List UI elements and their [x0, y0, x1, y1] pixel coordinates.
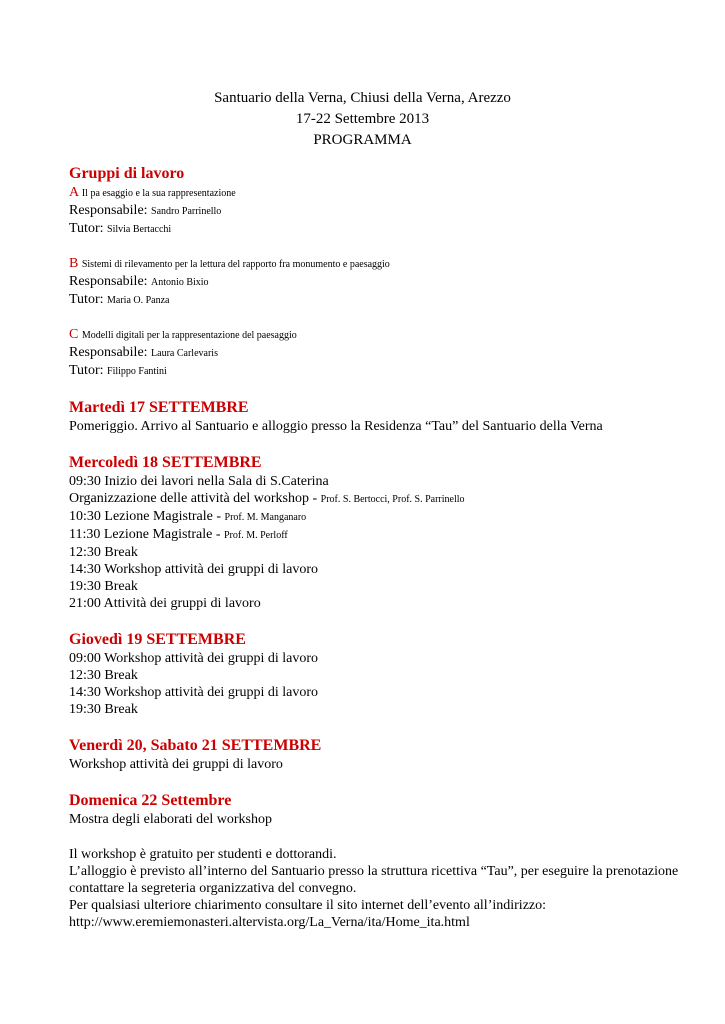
- program-title: PROGRAMMA: [313, 132, 412, 148]
- group-resp: Antonio Bixio: [151, 277, 209, 288]
- schedule-item: Mostra degli elaborati del workshop: [69, 812, 272, 827]
- day-thursday: [69, 630, 689, 718]
- day-heading: Venerdì 20, Sabato 21 SETTEMBRE: [69, 737, 322, 754]
- tutor-label: Tutor:: [69, 363, 104, 378]
- day-wednesday: [69, 453, 689, 612]
- group-letter: C: [69, 327, 79, 342]
- venue-line: Santuario della Verna, Chiusi della Verna, Arezzo: [214, 90, 511, 106]
- schedule-item: 10:30 Lezione Magistrale - Prof. M. Manganaro: [69, 509, 307, 524]
- day-tuesday: [69, 398, 689, 435]
- group-letter: A: [69, 185, 79, 200]
- group-tutor: Silvia Bertacchi: [107, 224, 172, 235]
- schedule-item: 09:00 Workshop attività dei gruppi di lavoro: [69, 651, 319, 666]
- group-resp: Laura Carlevaris: [151, 348, 218, 359]
- note-text: Il workshop è gratuito per studenti e dottorandi.: [69, 847, 337, 862]
- group-name: Modelli digitali per la rappresentazione del paesaggio: [81, 330, 297, 341]
- day-heading: Martedì 17 SETTEMBRE: [69, 399, 249, 416]
- schedule-item: 19:30 Break: [69, 702, 138, 717]
- event-url-link[interactable]: http://www.eremiemonasteri.altervista.org/La_Verna/ita/Home_ita.html: [69, 915, 470, 930]
- group-tutor: Filippo Fantini: [107, 366, 167, 377]
- day-heading: Giovedì 19 SETTEMBRE: [69, 631, 246, 648]
- schedule-item: 19:30 Break: [69, 579, 138, 594]
- group-c: [69, 326, 689, 380]
- tutor-label: Tutor:: [69, 221, 104, 236]
- schedule-item: 21:00 Attività dei gruppi di lavoro: [69, 596, 261, 611]
- groups-heading: Gruppi di lavoro: [69, 165, 185, 182]
- day-heading: Domenica 22 Settembre: [69, 792, 232, 809]
- resp-label: Responsabile:: [69, 345, 148, 360]
- schedule-item: Pomeriggio. Arrivo al Santuario e alloggio presso la Residenza “Tau” del Santuario della Verna: [69, 419, 603, 434]
- group-resp: Sandro Parrinello: [151, 206, 222, 217]
- schedule-item: 11:30 Lezione Magistrale - Prof. M. Perloff: [69, 527, 288, 542]
- schedule-item: 12:30 Break: [69, 668, 138, 683]
- speaker-names: Prof. S. Bertocci, Prof. S. Parrinello: [320, 494, 465, 505]
- schedule-item: 14:30 Workshop attività dei gruppi di lavoro: [69, 685, 319, 700]
- note-text: Per qualsiasi ulteriore chiarimento consultare il sito internet dell’evento all’indirizzo:: [69, 898, 547, 913]
- tutor-label: Tutor:: [69, 292, 104, 307]
- day-friday-saturday: [69, 736, 689, 773]
- group-a: [69, 184, 689, 238]
- group-letter: B: [69, 256, 79, 271]
- group-tutor: Maria O. Panza: [107, 295, 170, 306]
- document-body: [69, 164, 689, 931]
- group-name: Il pa esaggio e la sua rappresentazione: [81, 188, 236, 199]
- speaker-names: Prof. M. Perloff: [223, 530, 288, 541]
- schedule-item: 09:30 Inizio dei lavori nella Sala di S.Caterina: [69, 474, 329, 489]
- note-text: L’alloggio è previsto all’interno del Santuario presso la struttura ricettiva “Tau”, per eseguire la prenotazione contattare la segreteria organizzativa del convegno.: [69, 864, 679, 896]
- schedule-item: Organizzazione delle attività del workshop - Prof. S. Bertocci, Prof. S. Parrinello: [69, 491, 465, 506]
- dates-line: 17-22 Settembre 2013: [295, 111, 430, 127]
- day-sunday: [69, 791, 689, 828]
- schedule-item: Workshop attività dei gruppi di lavoro: [69, 757, 283, 772]
- document-header: [0, 88, 725, 151]
- notes-block: [69, 846, 689, 931]
- schedule-item: 14:30 Workshop attività dei gruppi di lavoro: [69, 562, 319, 577]
- resp-label: Responsabile:: [69, 203, 148, 218]
- group-b: [69, 255, 689, 309]
- schedule-item: 12:30 Break: [69, 545, 138, 560]
- resp-label: Responsabile:: [69, 274, 148, 289]
- day-heading: Mercoledì 18 SETTEMBRE: [69, 454, 262, 471]
- group-name: Sistemi di rilevamento per la lettura del rapporto fra monumento e paesaggio: [81, 259, 390, 270]
- speaker-names: Prof. M. Manganaro: [224, 512, 307, 523]
